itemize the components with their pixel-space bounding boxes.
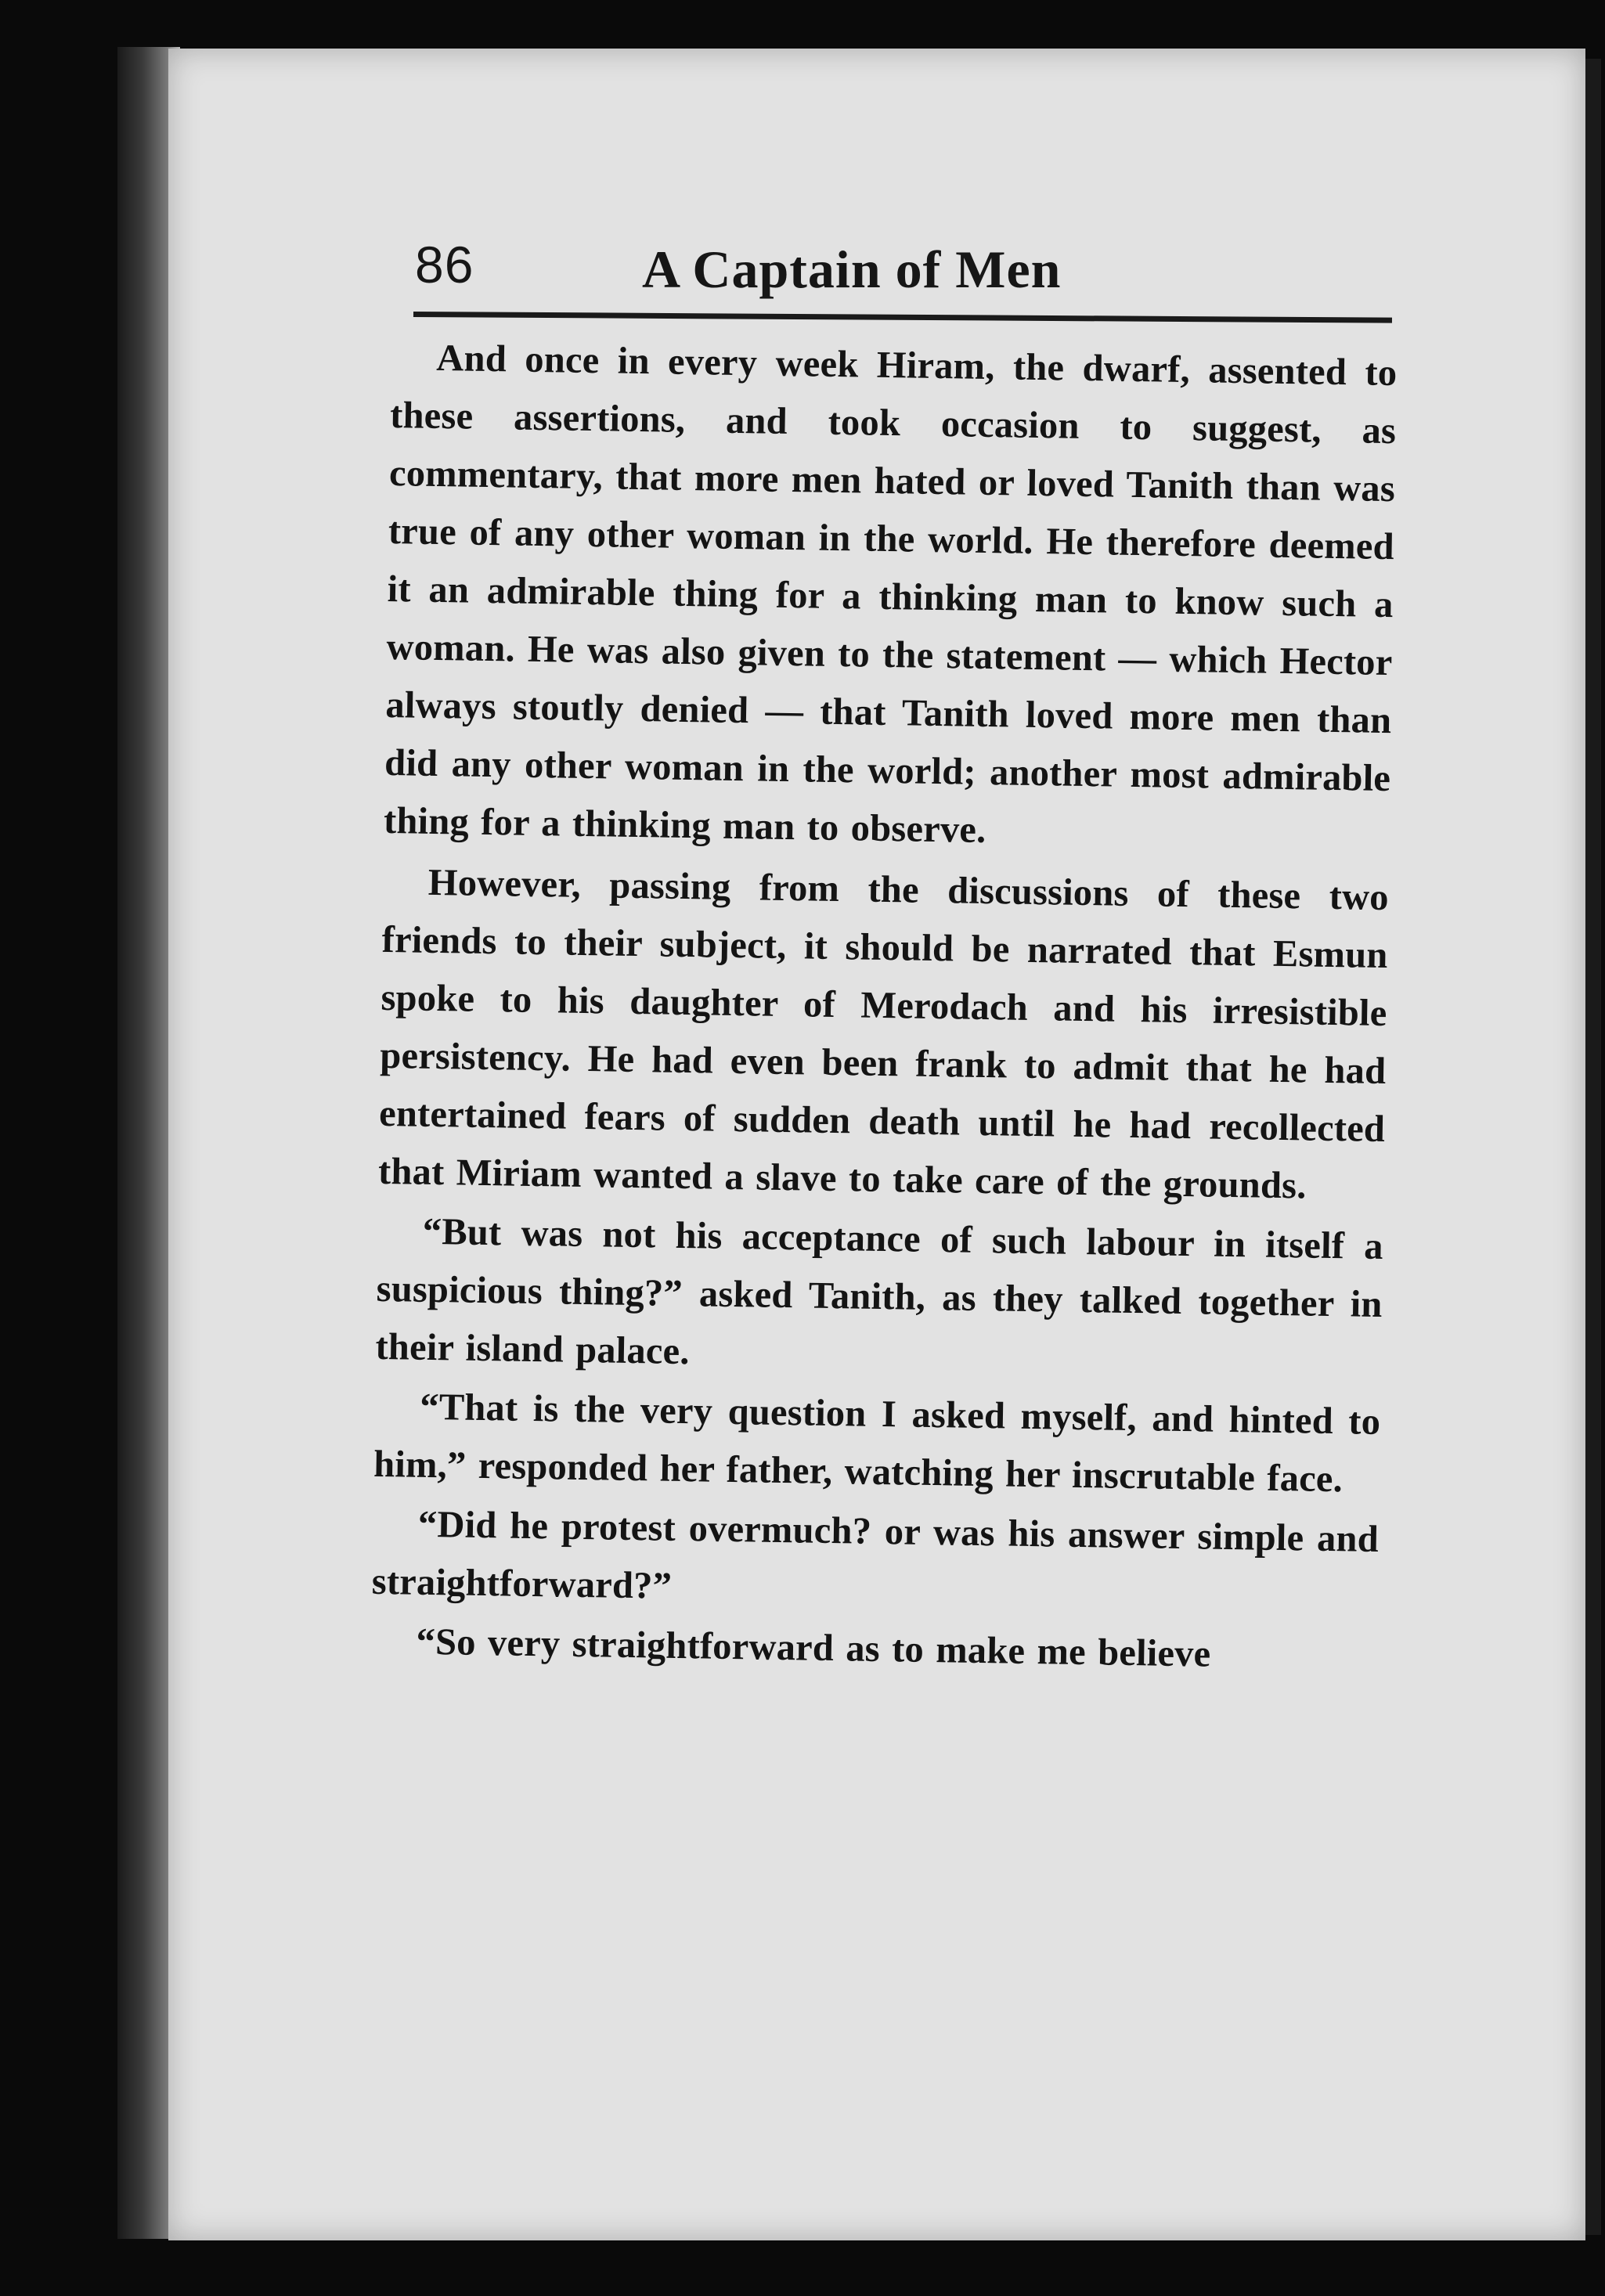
paragraph-3: “But was not his acceptance of such labour in itself a suspicious thing?” asked Tanith, as they talked together in their island palace. bbox=[375, 1210, 1384, 1373]
paragraph-2: However, passing from the discussions of these two friends to their subject, it should be narrated that Esmun spoke to his daughter of Merodach and his irresistible persistency. He had even been frank to admit that he had entertained fears of sudden death until he had recollected that Miriam wanted a slave to take care of the grounds. bbox=[377, 861, 1390, 1207]
paragraph-1: And once in every week Hiram, the dwarf, assented to these assertions, and took occasion to suggest, as commentary, that more men hated or loved Tanith than was true of any other woman in the world. He therefore deemed it an admirable thing for a thinking man to know such a woman. He was also given to the statement — which Hector always stoutly denied — that Tanith loved more men than did any other woman in the world; another most admirable thing for a thinking man to observe. bbox=[383, 337, 1398, 852]
paragraph-5: “Did he protest overmuch? or was his answer simple and straightforward?” bbox=[371, 1503, 1380, 1607]
body-text bbox=[370, 329, 1398, 1686]
page-number: 86 bbox=[415, 236, 474, 294]
page-right-edge bbox=[1585, 59, 1601, 2235]
page-header bbox=[415, 227, 1401, 313]
running-title: A Captain of Men bbox=[642, 240, 1062, 299]
paragraph-4: “That is the very question I asked myself, and hinted to him,” responded her father, watching her inscrutable face. bbox=[373, 1386, 1381, 1501]
paragraph-6: “So very straightforward as to make me believe bbox=[416, 1620, 1211, 1675]
